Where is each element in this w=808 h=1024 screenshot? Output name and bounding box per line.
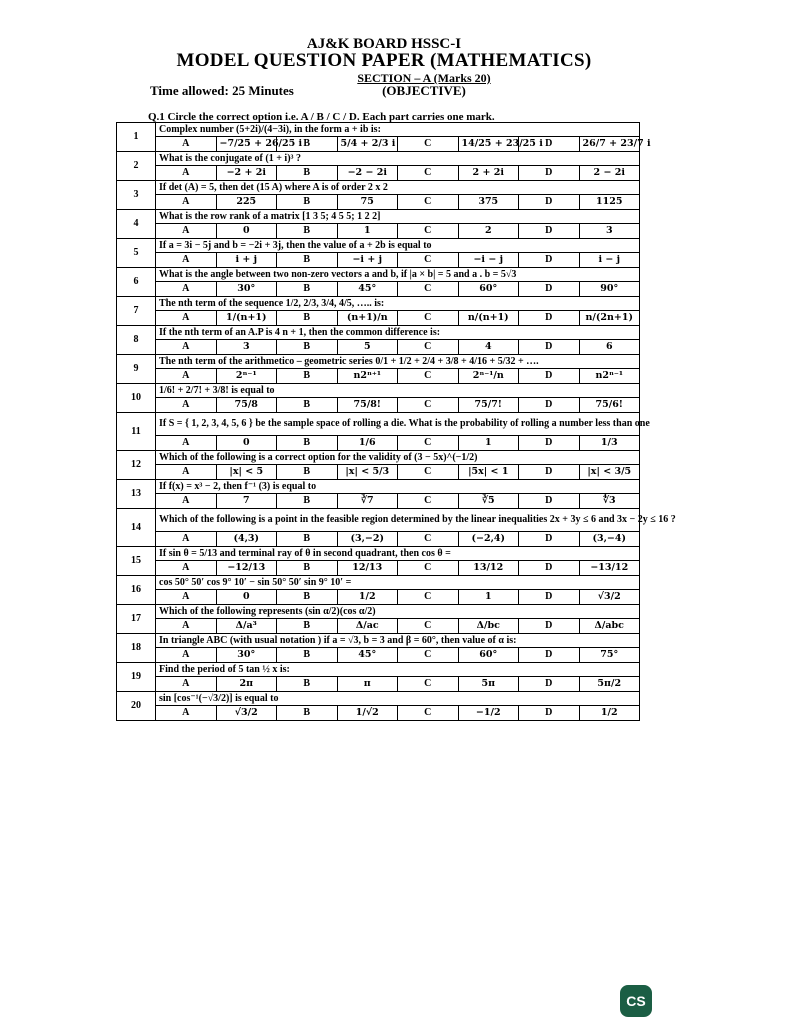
option-value[interactable]: 2 xyxy=(458,224,519,239)
option-letter[interactable]: B xyxy=(277,561,338,576)
option-letter[interactable]: C xyxy=(398,590,459,605)
option-value[interactable]: 75/7! xyxy=(458,398,519,413)
question-text: Which of the following is a correct option for the validity of (3 − 5x)^(−1/2) xyxy=(156,451,640,465)
option-value[interactable]: 2 + 2i xyxy=(458,166,519,181)
option-letter[interactable]: C xyxy=(398,532,459,547)
question-row xyxy=(117,152,640,166)
option-value[interactable]: −13/12 xyxy=(579,561,640,576)
option-value[interactable]: ∛5 xyxy=(458,494,519,509)
options-row xyxy=(117,195,640,210)
options-row xyxy=(117,436,640,451)
option-value[interactable]: 30° xyxy=(216,282,277,297)
option-value[interactable]: −2 − 2i xyxy=(337,166,398,181)
question-row xyxy=(117,547,640,561)
option-letter[interactable]: C xyxy=(398,195,459,210)
option-value[interactable]: 0 xyxy=(216,590,277,605)
option-letter[interactable]: B xyxy=(277,253,338,268)
option-letter[interactable]: C xyxy=(398,561,459,576)
options-row xyxy=(117,369,640,384)
option-value[interactable]: Δ/bc xyxy=(458,619,519,634)
option-letter[interactable]: C xyxy=(398,340,459,355)
options-row xyxy=(117,311,640,326)
option-value[interactable]: −7/25 + 26/25 i xyxy=(216,137,277,152)
option-letter[interactable]: D xyxy=(519,398,580,413)
question-row xyxy=(117,451,640,465)
camscanner-logo: CS xyxy=(620,985,652,1017)
option-value[interactable]: −i + j xyxy=(337,253,398,268)
option-value[interactable]: 2ⁿ⁻¹/n xyxy=(458,369,519,384)
question-text: If a = 3i − 5j and b = −2i + 3j, then the value of a + 2b is equal to xyxy=(156,239,640,253)
option-letter[interactable]: B xyxy=(277,465,338,480)
option-value[interactable]: Δ/ac xyxy=(337,619,398,634)
option-letter[interactable]: B xyxy=(277,398,338,413)
question-number: 15 xyxy=(117,547,156,576)
options-row xyxy=(117,706,640,721)
option-letter[interactable]: D xyxy=(519,340,580,355)
option-letter[interactable]: A xyxy=(156,311,217,326)
option-value[interactable]: 75 xyxy=(337,195,398,210)
question-row xyxy=(117,210,640,224)
option-letter[interactable]: B xyxy=(277,677,338,692)
options-row xyxy=(117,340,640,355)
instruction-text: Q.1 Circle the correct option i.e. A / B / C / D. Each part carries one mark. xyxy=(148,111,495,123)
question-text: 1/6! + 2/7! + 3/8! is equal to xyxy=(156,384,640,398)
option-letter[interactable]: A xyxy=(156,561,217,576)
question-text: What is the conjugate of (1 + i)³ ? xyxy=(156,152,640,166)
option-letter[interactable]: B xyxy=(277,706,338,721)
option-value[interactable]: π xyxy=(337,677,398,692)
question-number: 7 xyxy=(117,297,156,326)
option-letter[interactable]: C xyxy=(398,619,459,634)
option-value[interactable]: 13/12 xyxy=(458,561,519,576)
question-number: 4 xyxy=(117,210,156,239)
options-row xyxy=(117,224,640,239)
question-row xyxy=(117,268,640,282)
question-row xyxy=(117,181,640,195)
options-row xyxy=(117,561,640,576)
option-value[interactable]: 5π/2 xyxy=(579,677,640,692)
question-text: sin [cos⁻¹(−√3/2)] is equal to xyxy=(156,692,640,706)
option-letter[interactable]: C xyxy=(398,253,459,268)
question-row xyxy=(117,297,640,311)
option-letter[interactable]: D xyxy=(519,561,580,576)
option-value[interactable]: 60° xyxy=(458,648,519,663)
option-letter[interactable]: B xyxy=(277,532,338,547)
option-letter[interactable]: D xyxy=(519,137,580,152)
option-value[interactable]: 375 xyxy=(458,195,519,210)
option-value[interactable]: −i − j xyxy=(458,253,519,268)
option-value[interactable]: 75/8! xyxy=(337,398,398,413)
option-value[interactable]: 30° xyxy=(216,648,277,663)
option-letter[interactable]: B xyxy=(277,282,338,297)
option-letter[interactable]: A xyxy=(156,282,217,297)
option-letter[interactable]: A xyxy=(156,465,217,480)
option-letter[interactable]: C xyxy=(398,436,459,451)
option-value[interactable]: 3 xyxy=(216,340,277,355)
option-value[interactable]: 7 xyxy=(216,494,277,509)
question-row xyxy=(117,634,640,648)
option-value[interactable]: 2π xyxy=(216,677,277,692)
question-number: 2 xyxy=(117,152,156,181)
option-letter[interactable]: B xyxy=(277,619,338,634)
option-value[interactable]: Δ/abc xyxy=(579,619,640,634)
option-letter[interactable]: A xyxy=(156,398,217,413)
question-row xyxy=(117,663,640,677)
option-letter[interactable]: B xyxy=(277,195,338,210)
option-letter[interactable]: A xyxy=(156,166,217,181)
option-letter[interactable]: C xyxy=(398,137,459,152)
option-letter[interactable]: D xyxy=(519,224,580,239)
question-text: If the nth term of an A.P is 4 n + 1, then the common difference is: xyxy=(156,326,640,340)
question-number: 1 xyxy=(117,123,156,152)
option-letter[interactable]: B xyxy=(277,340,338,355)
option-value[interactable]: 0 xyxy=(216,436,277,451)
option-value[interactable]: Δ/a³ xyxy=(216,619,277,634)
option-value[interactable]: 1 xyxy=(458,590,519,605)
options-row xyxy=(117,465,640,480)
question-number: 12 xyxy=(117,451,156,480)
option-value[interactable]: 2 − 2i xyxy=(579,166,640,181)
option-value[interactable]: −1/2 xyxy=(458,706,519,721)
option-value[interactable]: √3/2 xyxy=(216,706,277,721)
question-row xyxy=(117,326,640,340)
option-letter[interactable]: C xyxy=(398,166,459,181)
objective-heading: (OBJECTIVE) xyxy=(382,83,466,98)
question-text: Complex number (5+2i)/(4−3i), in the form a + ib is: xyxy=(156,123,640,137)
question-text: If det (A) = 5, then det (15 A) where A is of order 2 x 2 xyxy=(156,181,640,195)
option-letter[interactable]: A xyxy=(156,706,217,721)
option-value[interactable]: 5/4 + 2/3 i xyxy=(337,137,398,152)
option-value[interactable]: 2ⁿ⁻¹ xyxy=(216,369,277,384)
option-letter[interactable]: D xyxy=(519,253,580,268)
option-letter[interactable]: D xyxy=(519,677,580,692)
option-letter[interactable]: D xyxy=(519,590,580,605)
option-value[interactable]: n2ⁿ⁻¹ xyxy=(579,369,640,384)
question-row xyxy=(117,123,640,137)
option-value[interactable]: 1/3 xyxy=(579,436,640,451)
option-letter[interactable]: A xyxy=(156,532,217,547)
question-text: What is the angle between two non-zero vectors a and b, if |a × b| = 5 and a . b = 5√3 xyxy=(156,268,640,282)
section-heading: SECTION – A (Marks 20) xyxy=(357,71,491,85)
option-letter[interactable]: A xyxy=(156,436,217,451)
question-text: The nth term of the sequence 1/2, 2/3, 3/4, 4/5, ….. is: xyxy=(156,297,640,311)
option-letter[interactable]: C xyxy=(398,677,459,692)
question-row xyxy=(117,239,640,253)
question-text: Which of the following is a point in the feasible region determined by the linear inequalities 2x + 3y ≤ 6 and 3x − 2y ≤ 16 ? xyxy=(156,509,640,532)
option-letter[interactable]: A xyxy=(156,494,217,509)
option-value[interactable]: 4 xyxy=(458,340,519,355)
option-value[interactable]: 45° xyxy=(337,282,398,297)
option-letter[interactable]: A xyxy=(156,340,217,355)
option-value[interactable]: 14/25 + 23/25 i xyxy=(458,137,519,152)
option-letter[interactable]: B xyxy=(277,648,338,663)
question-number: 5 xyxy=(117,239,156,268)
option-letter[interactable]: B xyxy=(277,436,338,451)
question-number: 18 xyxy=(117,634,156,663)
option-letter[interactable]: D xyxy=(519,619,580,634)
option-letter[interactable]: C xyxy=(398,398,459,413)
option-value[interactable]: |x| < 5 xyxy=(216,465,277,480)
option-value[interactable]: |x| < 5/3 xyxy=(337,465,398,480)
question-row xyxy=(117,413,640,436)
option-value[interactable]: ∜3 xyxy=(579,494,640,509)
option-value[interactable]: 1/(n+1) xyxy=(216,311,277,326)
option-letter[interactable]: A xyxy=(156,253,217,268)
options-row xyxy=(117,398,640,413)
options-row xyxy=(117,137,640,152)
option-value[interactable]: 225 xyxy=(216,195,277,210)
option-letter[interactable]: D xyxy=(519,311,580,326)
option-value[interactable]: 0 xyxy=(216,224,277,239)
option-letter[interactable]: D xyxy=(519,195,580,210)
question-number: 20 xyxy=(117,692,156,721)
option-letter[interactable]: A xyxy=(156,619,217,634)
question-number: 16 xyxy=(117,576,156,605)
question-text: What is the row rank of a matrix [1 3 5; 4 5 5; 1 2 2] xyxy=(156,210,640,224)
question-number: 8 xyxy=(117,326,156,355)
option-letter[interactable]: D xyxy=(519,494,580,509)
question-number: 19 xyxy=(117,663,156,692)
options-row xyxy=(117,619,640,634)
board-name: AJ&K BOARD HSSC-I xyxy=(306,36,462,52)
question-number: 17 xyxy=(117,605,156,634)
option-letter[interactable]: C xyxy=(398,706,459,721)
option-letter[interactable]: D xyxy=(519,648,580,663)
question-number: 9 xyxy=(117,355,156,384)
option-value[interactable]: n/(2n+1) xyxy=(579,311,640,326)
option-letter[interactable]: C xyxy=(398,369,459,384)
option-value[interactable]: ∛7 xyxy=(337,494,398,509)
options-row xyxy=(117,648,640,663)
question-row xyxy=(117,605,640,619)
option-value[interactable]: n/(n+1) xyxy=(458,311,519,326)
option-letter[interactable]: B xyxy=(277,166,338,181)
option-letter[interactable]: D xyxy=(519,532,580,547)
option-value[interactable]: 5 xyxy=(337,340,398,355)
paper-title: MODEL QUESTION PAPER (MATHEMATICS) xyxy=(176,50,592,71)
question-row xyxy=(117,384,640,398)
option-letter[interactable]: A xyxy=(156,195,217,210)
options-row xyxy=(117,590,640,605)
question-row xyxy=(117,509,640,532)
option-value[interactable]: i − j xyxy=(579,253,640,268)
option-value[interactable]: n2ⁿ⁺¹ xyxy=(337,369,398,384)
option-value[interactable]: 1/6 xyxy=(337,436,398,451)
option-letter[interactable]: B xyxy=(277,369,338,384)
option-value[interactable]: (3,−4) xyxy=(579,532,640,547)
option-value[interactable]: √3/2 xyxy=(579,590,640,605)
option-letter[interactable]: B xyxy=(277,494,338,509)
question-text: If f(x) = x³ − 2, then f⁻¹ (3) is equal to xyxy=(156,480,640,494)
options-row xyxy=(117,532,640,547)
option-letter[interactable]: B xyxy=(277,311,338,326)
option-value[interactable]: 1/2 xyxy=(579,706,640,721)
option-letter[interactable]: C xyxy=(398,648,459,663)
option-value[interactable]: 45° xyxy=(337,648,398,663)
question-number: 6 xyxy=(117,268,156,297)
options-row xyxy=(117,677,640,692)
options-row xyxy=(117,166,640,181)
option-value[interactable]: 1 xyxy=(337,224,398,239)
question-number: 11 xyxy=(117,413,156,451)
option-value[interactable]: 1/2 xyxy=(337,590,398,605)
options-row xyxy=(117,282,640,297)
option-value[interactable]: 6 xyxy=(579,340,640,355)
question-number: 3 xyxy=(117,181,156,210)
option-letter[interactable]: D xyxy=(519,465,580,480)
option-letter[interactable]: A xyxy=(156,590,217,605)
question-number: 13 xyxy=(117,480,156,509)
option-letter[interactable]: D xyxy=(519,166,580,181)
option-letter[interactable]: A xyxy=(156,677,217,692)
options-row xyxy=(117,253,640,268)
question-row xyxy=(117,576,640,590)
option-value[interactable]: 1/√2 xyxy=(337,706,398,721)
option-letter[interactable]: D xyxy=(519,436,580,451)
option-value[interactable]: 12/13 xyxy=(337,561,398,576)
question-text: Find the period of 5 tan ½ x is: xyxy=(156,663,640,677)
option-value[interactable]: |x| < 3/5 xyxy=(579,465,640,480)
option-letter[interactable]: B xyxy=(277,137,338,152)
option-value[interactable]: 75/6! xyxy=(579,398,640,413)
option-value[interactable]: |5x| < 1 xyxy=(458,465,519,480)
option-value[interactable]: 60° xyxy=(458,282,519,297)
option-letter[interactable]: A xyxy=(156,224,217,239)
question-text: If S = { 1, 2, 3, 4, 5, 6 } be the sample space of rolling a die. What is the probability of rolling a number less than one xyxy=(156,413,640,436)
option-letter[interactable]: A xyxy=(156,137,217,152)
question-text: The nth term of the arithmetico – geometric series 0/1 + 1/2 + 2/4 + 3/8 + 4/16 + 5/32 + …. xyxy=(156,355,640,369)
option-value[interactable]: 90° xyxy=(579,282,640,297)
option-value[interactable]: −2 + 2i xyxy=(216,166,277,181)
option-letter[interactable]: C xyxy=(398,224,459,239)
option-letter[interactable]: C xyxy=(398,494,459,509)
question-number: 10 xyxy=(117,384,156,413)
option-letter[interactable]: A xyxy=(156,369,217,384)
option-value[interactable]: 75/8 xyxy=(216,398,277,413)
option-letter[interactable]: A xyxy=(156,648,217,663)
question-row xyxy=(117,480,640,494)
option-value[interactable]: (−2,4) xyxy=(458,532,519,547)
option-letter[interactable]: B xyxy=(277,224,338,239)
question-row xyxy=(117,692,640,706)
question-number: 14 xyxy=(117,509,156,547)
question-text: In triangle ABC (with usual notation ) if a = √3, b = 3 and β = 60°, then value of α is: xyxy=(156,634,640,648)
option-letter[interactable]: C xyxy=(398,465,459,480)
question-text: cos 50° 50′ cos 9° 10′ − sin 50° 50′ sin 9° 10′ = xyxy=(156,576,640,590)
option-letter[interactable]: D xyxy=(519,369,580,384)
question-text: If sin θ = 5/13 and terminal ray of θ in second quadrant, then cos θ = xyxy=(156,547,640,561)
option-value[interactable]: 1125 xyxy=(579,195,640,210)
mcq-table xyxy=(116,122,676,721)
option-value[interactable]: −12/13 xyxy=(216,561,277,576)
question-row xyxy=(117,355,640,369)
option-letter[interactable]: C xyxy=(398,311,459,326)
option-value[interactable]: 26/7 + 23/7 i xyxy=(579,137,640,152)
option-value[interactable]: 1 xyxy=(458,436,519,451)
option-value[interactable]: i + j xyxy=(216,253,277,268)
question-text: Which of the following represents (sin α/2)(cos α/2) xyxy=(156,605,640,619)
option-letter[interactable]: C xyxy=(398,282,459,297)
option-letter[interactable]: D xyxy=(519,282,580,297)
option-value[interactable]: (4,3) xyxy=(216,532,277,547)
option-letter[interactable]: D xyxy=(519,706,580,721)
time-allowed: Time allowed: 25 Minutes xyxy=(150,83,294,98)
option-value[interactable]: 5π xyxy=(458,677,519,692)
option-value[interactable]: (n+1)/n xyxy=(337,311,398,326)
option-value[interactable]: 75° xyxy=(579,648,640,663)
option-value[interactable]: 3 xyxy=(579,224,640,239)
option-value[interactable]: (3,−2) xyxy=(337,532,398,547)
options-row xyxy=(117,494,640,509)
option-letter[interactable]: B xyxy=(277,590,338,605)
